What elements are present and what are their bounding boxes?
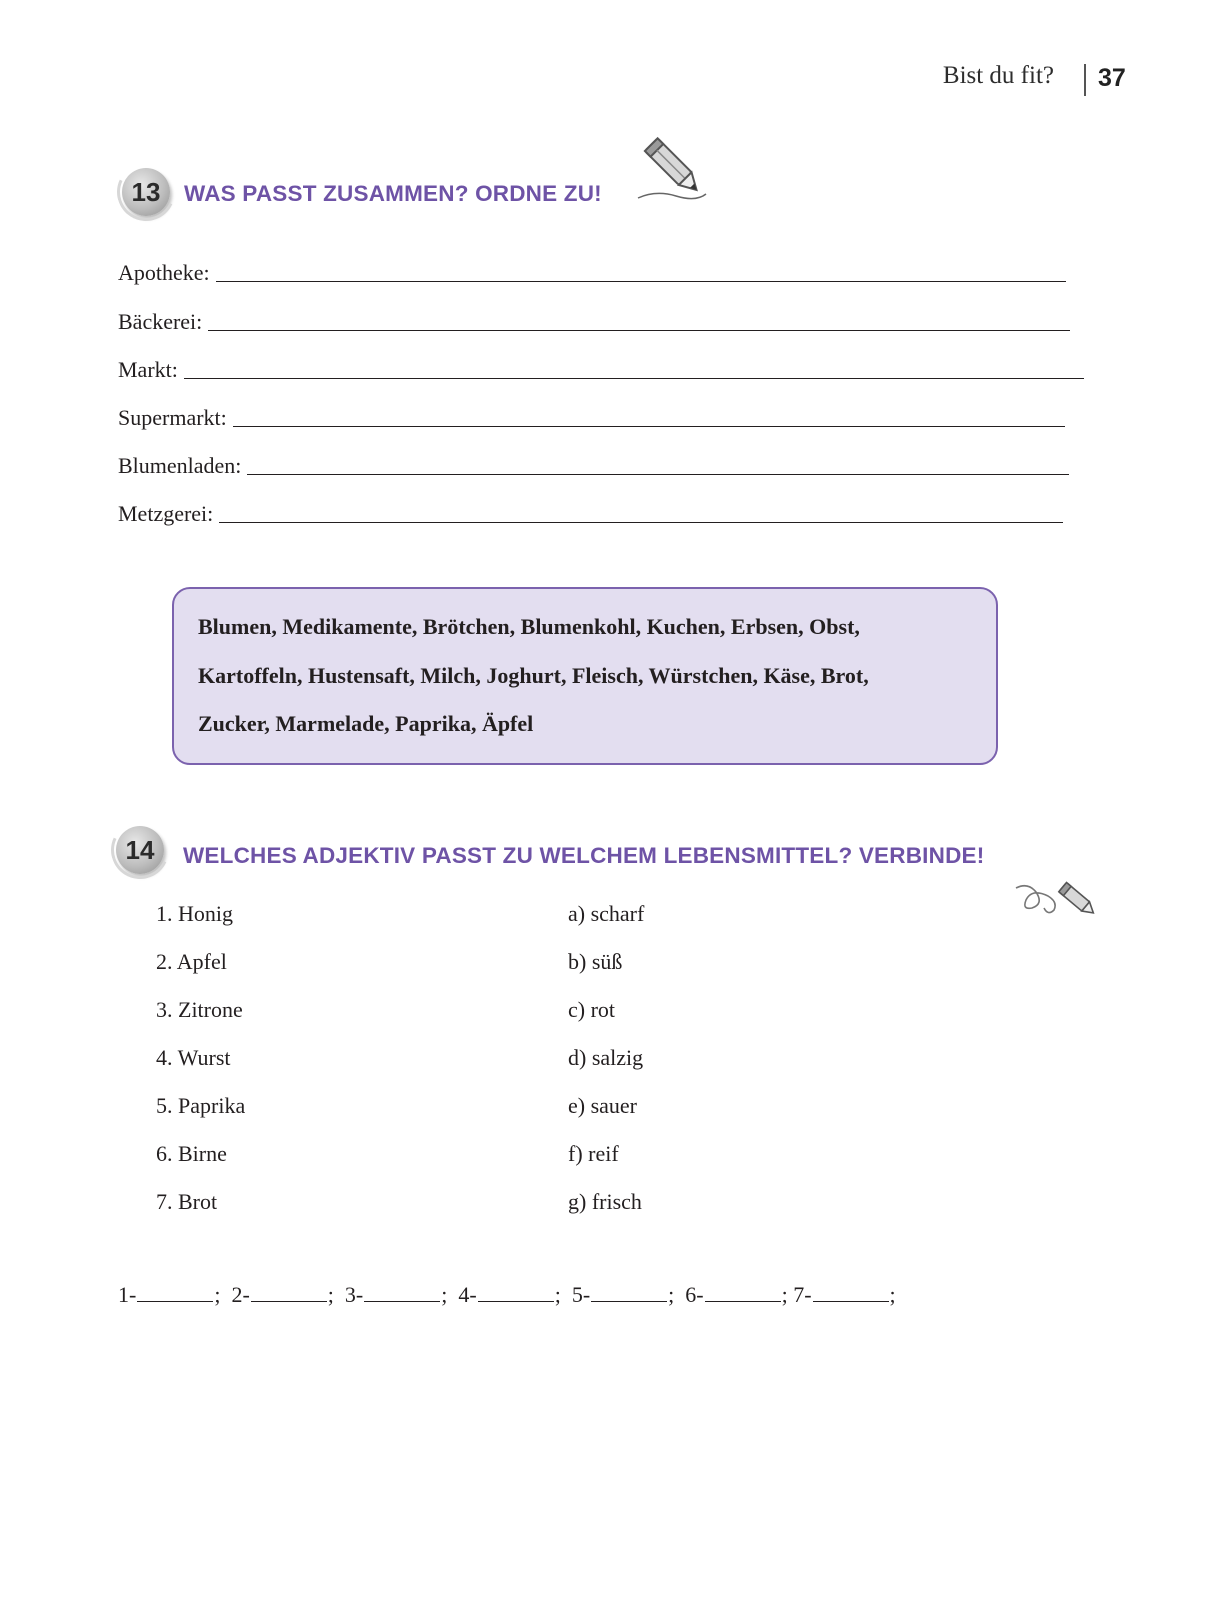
answer-number: 2- bbox=[231, 1282, 250, 1307]
page-header bbox=[900, 62, 1140, 102]
adjective-item: g) frisch bbox=[568, 1189, 642, 1214]
food-item: 2. Apfel bbox=[156, 949, 227, 974]
adjective-item: b) süß bbox=[568, 949, 623, 974]
exercise-14-number-badge bbox=[116, 826, 164, 874]
answer-line[interactable] bbox=[233, 406, 1065, 427]
answer-blank[interactable] bbox=[478, 1283, 554, 1302]
adjective-item: a) scharf bbox=[568, 901, 645, 926]
answer-number: 7- bbox=[793, 1282, 812, 1307]
word-bank-line: Kartoffeln, Hustensaft, Milch, Joghurt, Fleisch, Würstchen, Käse, Brot, bbox=[198, 662, 869, 688]
exercise-13-number-badge bbox=[122, 168, 170, 216]
answer-line[interactable] bbox=[184, 358, 1084, 379]
adjective-item: d) salzig bbox=[568, 1045, 644, 1070]
adjective-item: c) rot bbox=[568, 997, 616, 1022]
page-number: 37 bbox=[1098, 64, 1126, 92]
answer-line[interactable] bbox=[216, 261, 1066, 282]
food-item: 4. Wurst bbox=[156, 1045, 231, 1070]
word-bank-line: Blumen, Medikamente, Brötchen, Blumenkohl, Kuchen, Erbsen, Obst, bbox=[198, 614, 860, 639]
pencil-icon bbox=[636, 128, 716, 208]
fill-row-markt bbox=[118, 353, 1084, 383]
exercise-14-number: 14 bbox=[125, 834, 155, 865]
answer-number: 3- bbox=[344, 1282, 364, 1307]
fill-label: Metzgerei: bbox=[118, 501, 214, 526]
answer-blank[interactable] bbox=[251, 1283, 327, 1302]
answer-blank[interactable] bbox=[705, 1283, 781, 1302]
answer-blank[interactable] bbox=[364, 1283, 440, 1302]
exercise-13-number: 13 bbox=[131, 176, 161, 207]
fill-label: Apotheke: bbox=[118, 260, 210, 285]
exercise-13-title: WAS PASST ZUSAMMEN? ORDNE ZU! bbox=[184, 181, 602, 206]
food-item: 7. Brot bbox=[156, 1189, 218, 1214]
header-title: Bist du fit? bbox=[942, 62, 1054, 89]
answer-line[interactable] bbox=[208, 310, 1070, 331]
fill-row-blumenladen bbox=[118, 449, 1069, 479]
word-bank-line: Zucker, Marmelade, Paprika, Äpfel bbox=[198, 711, 534, 736]
word-bank-box bbox=[172, 587, 998, 765]
answer-blank[interactable] bbox=[137, 1283, 213, 1302]
adjective-item: e) sauer bbox=[568, 1093, 638, 1118]
exercise-14-title: WELCHES ADJEKTIV PASST ZU WELCHEM LEBENSMITTEL? VERBINDE! bbox=[183, 843, 985, 868]
fill-label: Bäckerei: bbox=[118, 309, 203, 334]
answer-number: 5- bbox=[571, 1282, 591, 1307]
fill-label: Blumenladen: bbox=[118, 453, 242, 478]
fill-row-supermarkt bbox=[118, 401, 1065, 431]
answer-line[interactable] bbox=[247, 454, 1069, 475]
answer-line[interactable] bbox=[219, 502, 1063, 523]
answer-blank[interactable] bbox=[813, 1283, 889, 1302]
fill-row-apotheke bbox=[118, 256, 1066, 286]
fill-row-baeckerei bbox=[118, 305, 1070, 335]
fill-row-metzgerei bbox=[118, 497, 1063, 527]
fill-label: Markt: bbox=[118, 357, 178, 382]
food-item: 6. Birne bbox=[156, 1141, 227, 1166]
header-divider bbox=[1084, 64, 1086, 96]
adjective-item: f) reif bbox=[568, 1141, 619, 1166]
fill-label: Supermarkt: bbox=[118, 405, 227, 430]
answer-key-line: 1- ; 2- ; 3- ; 4- ; 5- ; 6- ; 7- ; bbox=[118, 1282, 896, 1307]
answer-number: 4- bbox=[458, 1282, 477, 1307]
food-item: 5. Paprika bbox=[156, 1093, 246, 1118]
pencil-icon bbox=[1014, 878, 1098, 922]
answer-number: 1- bbox=[118, 1282, 137, 1307]
answer-number: 6- bbox=[685, 1282, 704, 1307]
food-item: 1. Honig bbox=[156, 901, 233, 926]
answer-blank[interactable] bbox=[591, 1283, 667, 1302]
food-item: 3. Zitrone bbox=[156, 997, 243, 1022]
